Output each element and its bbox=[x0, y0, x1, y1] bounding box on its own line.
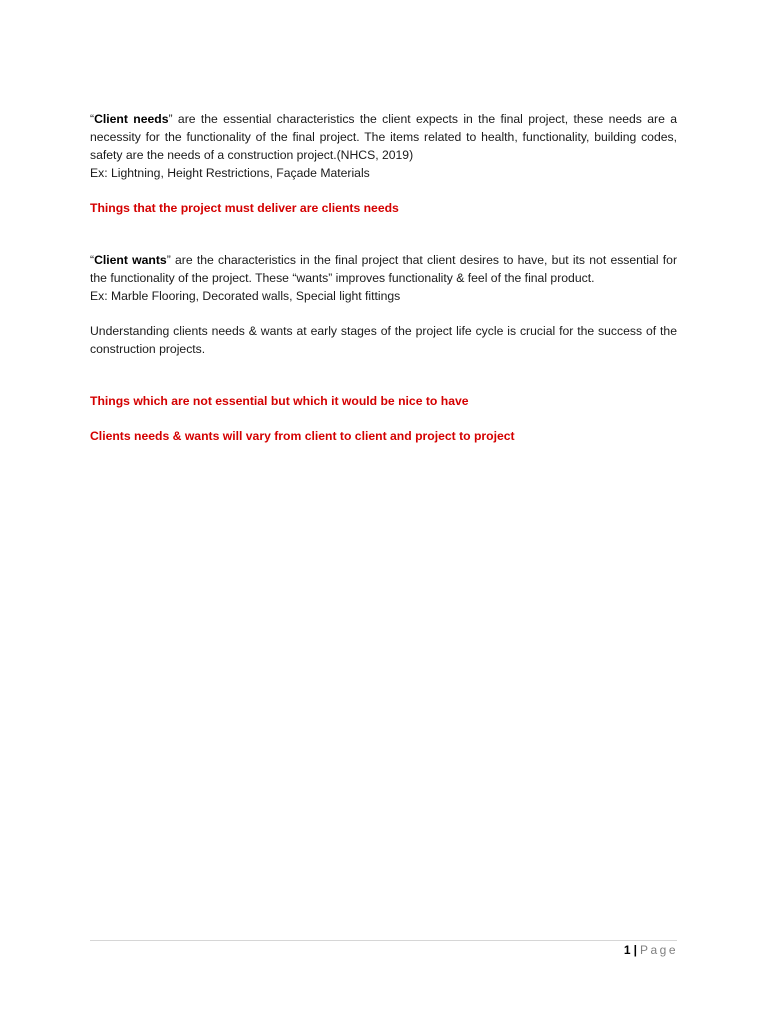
wants-close-quote: ” bbox=[166, 253, 171, 267]
client-wants-paragraph bbox=[90, 251, 677, 287]
needs-open-quote: “ bbox=[90, 112, 95, 126]
not-essential-highlight: Things which are not essential but which it would be nice to have bbox=[90, 394, 469, 408]
client-needs-paragraph bbox=[90, 110, 677, 164]
page-footer bbox=[624, 943, 678, 957]
footer-divider bbox=[90, 940, 677, 941]
document-body bbox=[90, 110, 677, 445]
client-needs-text: are the essential characteristics the client expects in the final project, these needs are a necessity for the functionality of the final project. The items related to health, functionality, building codes, safety are the needs of a construction project.(NHCS, 2019) bbox=[90, 112, 677, 162]
understanding-paragraph: Understanding clients needs & wants at early stages of the project life cycle is crucial for the success of the construction projects. bbox=[90, 324, 677, 356]
wants-open-quote: “ bbox=[90, 253, 95, 267]
needs-highlight: Things that the project must deliver are clients needs bbox=[90, 201, 399, 215]
page-number: 1 bbox=[623, 943, 631, 957]
client-wants-term: Client wants bbox=[94, 253, 167, 267]
client-wants-example: Ex: Marble Flooring, Decorated walls, Special light fittings bbox=[90, 289, 401, 303]
page-label: Page bbox=[639, 943, 678, 957]
footer-separator: | bbox=[633, 943, 637, 957]
needs-close-quote: ” bbox=[168, 112, 173, 126]
client-wants-text: are the characteristics in the final project that client desires to have, but its not essential for the functionality of the project. These “wants” improves functionality & feel of the final product. bbox=[90, 253, 677, 285]
client-needs-term: Client needs bbox=[94, 112, 169, 126]
client-needs-example: Ex: Lightning, Height Restrictions, Façade Materials bbox=[90, 166, 370, 180]
vary-highlight: Clients needs & wants will vary from client to client and project to project bbox=[90, 429, 515, 443]
